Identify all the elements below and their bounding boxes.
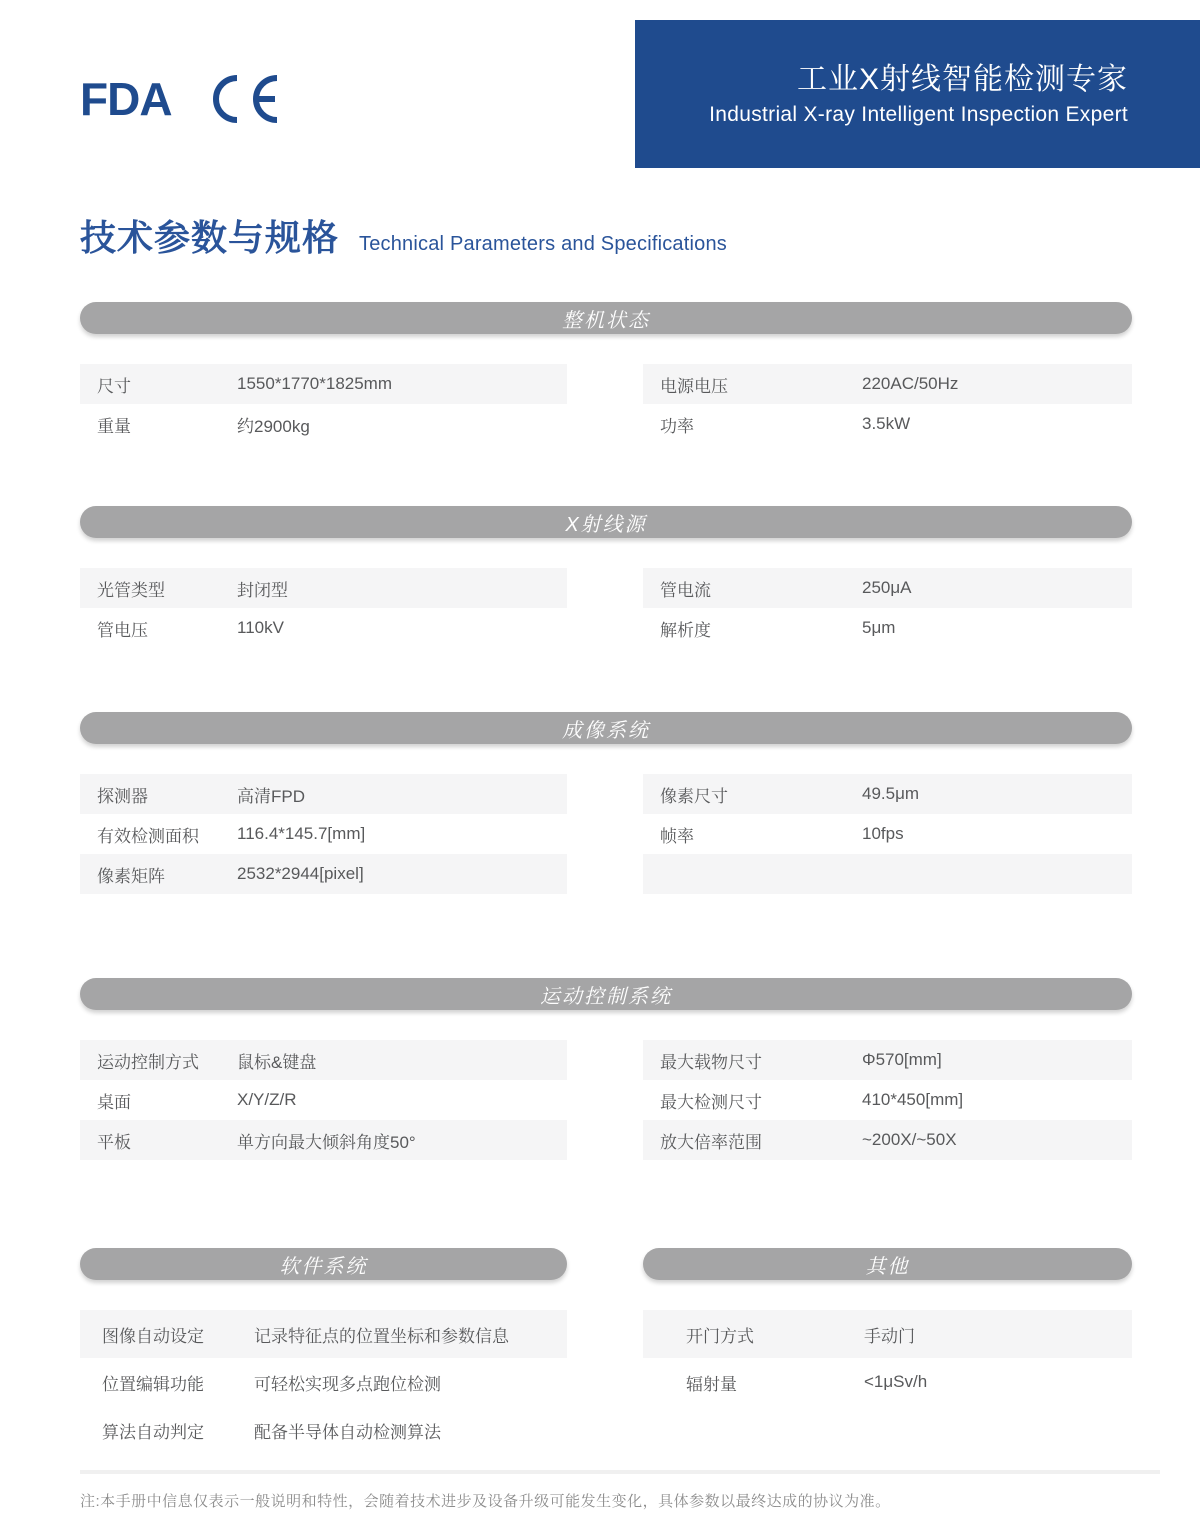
spec-table bbox=[643, 568, 1132, 648]
section-machine-status bbox=[80, 302, 1132, 444]
spec-row bbox=[80, 568, 567, 608]
spec-label: 探测器 bbox=[97, 786, 148, 806]
page-header bbox=[0, 0, 1200, 168]
spec-row bbox=[80, 774, 567, 814]
section-header-other: 其他 bbox=[643, 1248, 1132, 1280]
spec-label: 算法自动判定 bbox=[102, 1422, 204, 1442]
spec-value: 2532*2944[pixel] bbox=[237, 864, 364, 883]
spec-table bbox=[80, 568, 567, 648]
spec-row bbox=[80, 1040, 567, 1080]
spec-value: 3.5kW bbox=[862, 414, 911, 433]
spec-row bbox=[643, 1040, 1132, 1080]
spec-label: 管电压 bbox=[97, 620, 148, 640]
spec-label: 功率 bbox=[660, 416, 694, 436]
spec-label: 管电流 bbox=[660, 580, 711, 600]
spec-value: ~200X/~50X bbox=[862, 1130, 957, 1149]
spec-row bbox=[643, 1310, 1132, 1358]
page-title-zh: 技术参数与规格 bbox=[80, 217, 340, 258]
spec-row bbox=[643, 1120, 1132, 1160]
section-imaging-system bbox=[80, 712, 1132, 894]
spec-row bbox=[643, 568, 1132, 608]
spec-value: 鼠标&键盘 bbox=[237, 1052, 317, 1072]
certification-logos bbox=[80, 72, 282, 126]
section-motion-control bbox=[80, 978, 1132, 1160]
spec-row bbox=[80, 1406, 567, 1454]
spec-row bbox=[643, 1358, 1132, 1406]
footnote: 注:本手册中信息仅表示一般说明和特性，会随着技术进步及设备升级可能发生变化，具体参数以最终达成的协议为准。 bbox=[80, 1493, 891, 1510]
spec-table bbox=[643, 1040, 1132, 1160]
ce-mark-icon bbox=[202, 72, 282, 126]
spec-label: 最大检测尺寸 bbox=[660, 1092, 762, 1112]
banner-title-zh: 工业X射线智能检测专家 bbox=[796, 62, 1128, 96]
footer-divider bbox=[80, 1470, 1160, 1474]
spec-label: 解析度 bbox=[660, 620, 711, 640]
spec-label: 辐射量 bbox=[686, 1374, 737, 1394]
spec-label: 尺寸 bbox=[97, 376, 131, 396]
spec-label: 像素尺寸 bbox=[660, 786, 728, 806]
spec-table bbox=[643, 364, 1132, 444]
split-sections bbox=[80, 1248, 1132, 1454]
spec-label: 帧率 bbox=[660, 826, 694, 846]
spec-label: 重量 bbox=[97, 416, 131, 436]
spec-label: 桌面 bbox=[97, 1092, 131, 1112]
fda-logo: FDA bbox=[80, 73, 172, 125]
spec-value: 49.5μm bbox=[862, 784, 920, 803]
spec-value: 记录特征点的位置坐标和参数信息 bbox=[254, 1326, 509, 1346]
header-banner bbox=[635, 20, 1200, 168]
section-header-machine-status: 整机状态 bbox=[80, 302, 1132, 334]
spec-row bbox=[80, 1358, 567, 1406]
spec-value: 1550*1770*1825mm bbox=[237, 374, 393, 393]
spec-row-empty bbox=[643, 854, 1132, 894]
spec-row bbox=[80, 1310, 567, 1358]
section-xray-source bbox=[80, 506, 1132, 648]
spec-table bbox=[643, 774, 1132, 894]
spec-value: 5μm bbox=[862, 618, 896, 637]
spec-label: 位置编辑功能 bbox=[102, 1374, 204, 1394]
spec-table bbox=[80, 774, 567, 894]
spec-label: 开门方式 bbox=[686, 1326, 754, 1346]
spec-label: 平板 bbox=[97, 1132, 131, 1152]
spec-value: <1μSv/h bbox=[864, 1372, 928, 1391]
section-header-software-system: 软件系统 bbox=[80, 1248, 567, 1280]
spec-row bbox=[80, 364, 567, 404]
section-other bbox=[643, 1248, 1132, 1454]
spec-table bbox=[80, 1310, 567, 1454]
spec-value: 110kV bbox=[237, 618, 284, 637]
spec-row bbox=[643, 1080, 1132, 1120]
spec-row bbox=[643, 364, 1132, 404]
spec-label: 图像自动设定 bbox=[102, 1326, 204, 1346]
spec-value: 220AC/50Hz bbox=[862, 374, 959, 393]
spec-row bbox=[80, 1120, 567, 1160]
section-software-system bbox=[80, 1248, 567, 1454]
spec-row bbox=[643, 814, 1132, 854]
spec-label: 电源电压 bbox=[660, 376, 728, 396]
spec-value: 250μA bbox=[862, 578, 912, 597]
spec-label: 运动控制方式 bbox=[97, 1052, 199, 1072]
spec-table bbox=[80, 1040, 567, 1160]
spec-value: 单方向最大倾斜角度50° bbox=[237, 1132, 416, 1152]
spec-value: 可轻松实现多点跑位检测 bbox=[254, 1374, 441, 1394]
section-header-imaging-system: 成像系统 bbox=[80, 712, 1132, 744]
spec-label: 光管类型 bbox=[97, 580, 165, 600]
spec-label: 像素矩阵 bbox=[97, 866, 165, 886]
spec-value: 约2900kg bbox=[237, 416, 310, 436]
spec-row bbox=[643, 608, 1132, 648]
spec-value: X/Y/Z/R bbox=[237, 1090, 297, 1109]
page-title bbox=[80, 210, 1200, 258]
section-header-xray-source: X射线源 bbox=[80, 506, 1132, 538]
spec-row bbox=[80, 608, 567, 648]
spec-row bbox=[80, 854, 567, 894]
spec-value: 封闭型 bbox=[237, 580, 288, 600]
spec-row bbox=[643, 774, 1132, 814]
spec-label: 最大载物尺寸 bbox=[660, 1052, 762, 1072]
spec-row bbox=[80, 814, 567, 854]
spec-value: 配备半导体自动检测算法 bbox=[254, 1422, 441, 1442]
spec-row bbox=[80, 1080, 567, 1120]
spec-value: 高清FPD bbox=[237, 786, 305, 806]
spec-row bbox=[80, 404, 567, 444]
spec-table bbox=[80, 364, 567, 444]
spec-label: 有效检测面积 bbox=[97, 826, 199, 846]
banner-title-en: Industrial X-ray Intelligent Inspection Expert bbox=[709, 103, 1128, 127]
spec-value: 410*450[mm] bbox=[862, 1090, 964, 1109]
spec-table bbox=[643, 1310, 1132, 1406]
spec-value: 手动门 bbox=[864, 1326, 915, 1346]
spec-label: 放大倍率范围 bbox=[660, 1132, 762, 1152]
page-title-en: Technical Parameters and Specifications bbox=[359, 233, 728, 255]
section-header-motion-control: 运动控制系统 bbox=[80, 978, 1132, 1010]
spec-value: Φ570[mm] bbox=[862, 1050, 942, 1069]
spec-value: 116.4*145.7[mm] bbox=[237, 824, 366, 843]
spec-value: 10fps bbox=[862, 824, 904, 843]
spec-row bbox=[643, 404, 1132, 444]
